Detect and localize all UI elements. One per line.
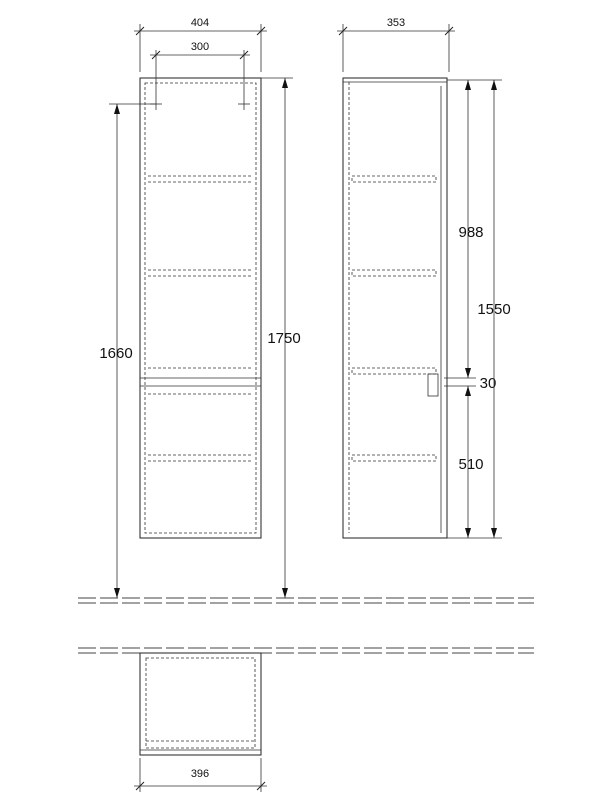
dim-arrow bbox=[465, 368, 471, 378]
dim-arrow bbox=[491, 528, 497, 538]
floor-line bbox=[78, 598, 534, 603]
shelf-side bbox=[352, 455, 436, 461]
dim-arrow bbox=[491, 80, 497, 90]
shelf-side bbox=[352, 270, 436, 276]
dim-label-lower-section: 510 bbox=[458, 456, 484, 473]
dim-arrow bbox=[282, 588, 288, 598]
dim-arrow bbox=[465, 528, 471, 538]
dim-label-bottom-width: 396 bbox=[190, 768, 210, 780]
top-view bbox=[134, 653, 267, 792]
side-cabinet-outline bbox=[343, 78, 447, 538]
dim-label-total-height-side: 1550 bbox=[477, 301, 511, 318]
dim-arrow bbox=[465, 80, 471, 90]
front-inner-outline bbox=[145, 83, 256, 533]
dim-label-front-width: 404 bbox=[190, 17, 210, 29]
shelf-side bbox=[352, 176, 436, 182]
dim-arrow bbox=[114, 104, 120, 114]
dim-label-side-depth: 353 bbox=[386, 17, 406, 29]
dim-label-upper-section: 988 bbox=[458, 224, 484, 241]
door-handle bbox=[428, 374, 438, 396]
top-inner-outline bbox=[146, 658, 255, 748]
shelf-side bbox=[352, 368, 436, 374]
wall-line bbox=[78, 648, 534, 653]
dim-arrow bbox=[114, 588, 120, 598]
front-shelves bbox=[148, 176, 252, 461]
mounting-hole-right-icon bbox=[238, 98, 250, 110]
front-cabinet-outline bbox=[140, 78, 261, 538]
dim-label-middle-gap: 30 bbox=[479, 375, 497, 392]
top-cabinet-outline bbox=[140, 653, 261, 755]
dim-arrow bbox=[465, 386, 471, 396]
front-view bbox=[99, 17, 300, 598]
side-view bbox=[337, 17, 511, 538]
dim-label-hole-spacing: 300 bbox=[190, 41, 210, 53]
dim-arrow bbox=[282, 78, 288, 88]
side-shelves bbox=[352, 176, 436, 461]
dim-label-total-height: 1750 bbox=[267, 330, 301, 347]
dim-label-mount-height: 1660 bbox=[99, 345, 133, 362]
